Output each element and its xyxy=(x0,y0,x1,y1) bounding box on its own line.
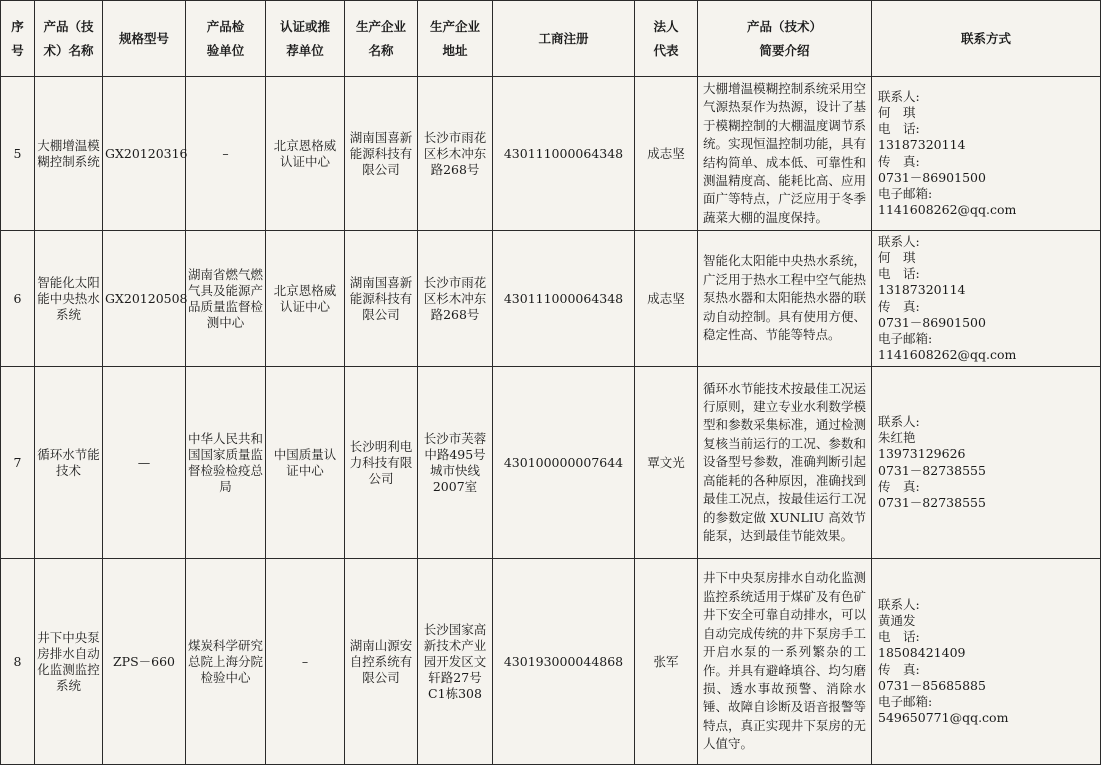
cell-cert: 北京恩格威认证中心 xyxy=(266,231,345,367)
contact-line: 0731－82738555 xyxy=(878,494,986,510)
cell-intro: 智能化太阳能中央热水系统，广泛用于热水工程中空气能热泵热水器和太阳能热水器的联动自动控制。具有使用方便、稳定性高、节能等特点。 xyxy=(698,231,872,367)
cell-model: GX20120316 xyxy=(103,77,186,231)
contact-line: 13973129626 xyxy=(878,446,966,462)
header-seq: 序 号 xyxy=(1,1,35,77)
cell-company: 湖南国喜新能源科技有限公司 xyxy=(345,231,418,367)
cell-company: 湖南国喜新能源科技有限公司 xyxy=(345,77,418,231)
cell-inspection: 中华人民共和国国家质量监督检验检疫总局 xyxy=(186,367,266,559)
contact-line: 1141608262@qq.com xyxy=(878,202,1017,218)
contact-line: 何 琪 xyxy=(878,249,916,265)
cell-legal: 成志坚 xyxy=(635,77,698,231)
contact-line: 传 真: xyxy=(878,153,920,169)
cell-seq: 8 xyxy=(1,559,35,765)
cell-product: 大棚增温模糊控制系统 xyxy=(35,77,103,231)
contact-line: 电子邮箱: xyxy=(878,330,933,346)
contact-line: 何 琪 xyxy=(878,104,916,120)
contact-line: 黄通发 xyxy=(878,612,916,628)
cell-cert: – xyxy=(266,559,345,765)
cell-legal: 成志坚 xyxy=(635,231,698,367)
table-row xyxy=(1,559,1101,765)
cell-model: ZPS－660 xyxy=(103,559,186,765)
cell-product: 井下中央泵房排水自动化监测监控系统 xyxy=(35,559,103,765)
cell-registration: 430111000064348 xyxy=(493,77,635,231)
contact-line: 电 话: xyxy=(878,266,920,282)
cell-contact xyxy=(872,231,1101,367)
contact-line: 联系人: xyxy=(878,233,920,249)
contact-line: 传 真: xyxy=(878,661,920,677)
contact-line: 1141608262@qq.com xyxy=(878,347,1017,363)
contact-line: 联系人: xyxy=(878,413,920,429)
cell-product: 智能化太阳能中央热水系统 xyxy=(35,231,103,367)
header-company: 生产企业 名称 xyxy=(345,1,418,77)
header-intro: 产品（技术） 简要介绍 xyxy=(698,1,872,77)
contact-line: 联系人: xyxy=(878,596,920,612)
cell-legal: 覃文光 xyxy=(635,367,698,559)
table-row xyxy=(1,367,1101,559)
header-registration: 工商注册 xyxy=(493,1,635,77)
header-product: 产品（技 术）名称 xyxy=(35,1,103,77)
contact-line: 0731－86901500 xyxy=(878,169,986,185)
cell-intro: 循环水节能技术按最佳工况运行原则，建立专业水利数学模型和参数采集标准，通过检测复核当前运行的工况、参数和设备型号参数，准确判断引起高能耗的各种原因，准确找到最佳工况点，按最佳运行工况的参数定做 XUNLIU 高效节能泵，达到最佳节能效果。 xyxy=(698,367,872,559)
contact-line: 联系人: xyxy=(878,88,920,104)
cell-contact xyxy=(872,77,1101,231)
cell-seq: 5 xyxy=(1,77,35,231)
header-cert: 认证或推 荐单位 xyxy=(266,1,345,77)
cell-contact xyxy=(872,559,1101,765)
cell-address: 长沙国家高新技术产业园开发区文轩路27号C1栋308 xyxy=(418,559,493,765)
contact-line: 电子邮箱: xyxy=(878,693,933,709)
cell-cert: 中国质量认证中心 xyxy=(266,367,345,559)
contact-line: 18508421409 xyxy=(878,645,966,661)
contact-line: 电 话: xyxy=(878,121,920,137)
contact-line: 朱红艳 xyxy=(878,430,916,446)
cell-company: 湖南山源安自控系统有限公司 xyxy=(345,559,418,765)
cell-seq: 6 xyxy=(1,231,35,367)
contact-line: 电 话: xyxy=(878,629,920,645)
cell-registration: 430111000064348 xyxy=(493,231,635,367)
contact-line: 传 真: xyxy=(878,298,920,314)
header-model: 规格型号 xyxy=(103,1,186,77)
cell-address: 长沙市雨花区杉木冲东路268号 xyxy=(418,77,493,231)
cell-inspection: – xyxy=(186,77,266,231)
header-contact: 联系方式 xyxy=(872,1,1101,77)
cell-company: 长沙明利电力科技有限公司 xyxy=(345,367,418,559)
header-legal: 法人 代表 xyxy=(635,1,698,77)
cell-intro: 大棚增温模糊控制系统采用空气源热泵作为热源，设计了基于模糊控制的大棚温度调节系统。实现恒温控制功能，具有结构简单、成本低、可靠性和测温精度高、能耗比高、应用面广等特点，广泛应用于冬季蔬菜大棚的温度保持。 xyxy=(698,77,872,231)
cell-legal: 张军 xyxy=(635,559,698,765)
contact-line: 0731－85685885 xyxy=(878,677,986,693)
contact-line: 549650771@qq.com xyxy=(878,710,1009,726)
header-address: 生产企业 地址 xyxy=(418,1,493,77)
cell-contact xyxy=(872,367,1101,559)
cell-registration: 430193000044868 xyxy=(493,559,635,765)
cell-inspection: 湖南省燃气燃气具及能源产品质量监督检测中心 xyxy=(186,231,266,367)
cell-cert: 北京恩格威认证中心 xyxy=(266,77,345,231)
contact-line: 13187320114 xyxy=(878,282,966,298)
cell-registration: 430100000007644 xyxy=(493,367,635,559)
table-row xyxy=(1,231,1101,367)
cell-inspection: 煤炭科学研究总院上海分院检验中心 xyxy=(186,559,266,765)
header-inspection: 产品检 验单位 xyxy=(186,1,266,77)
contact-line: 0731－82738555 xyxy=(878,462,986,478)
contact-line: 电子邮箱: xyxy=(878,185,933,201)
cell-address: 长沙市芙蓉中路495号城市快线2007室 xyxy=(418,367,493,559)
contact-line: 传 真: xyxy=(878,478,920,494)
header-row xyxy=(1,1,1101,77)
cell-intro: 井下中央泵房排水自动化监测监控系统适用于煤矿及有色矿井下安全可靠自动排水，可以自动完成传统的井下泵房手工开启水泵的一系列繁杂的工作。并具有避峰填谷、均匀磨损、透水事故预警、消除水锤、故障自诊断及语音报警等特点，真正实现井下泵房的无人值守。 xyxy=(698,559,872,765)
table-row xyxy=(1,77,1101,231)
cell-address: 长沙市雨花区杉木冲东路268号 xyxy=(418,231,493,367)
contact-line: 0731－86901500 xyxy=(878,314,986,330)
cell-product: 循环水节能技术 xyxy=(35,367,103,559)
cell-model: — xyxy=(103,367,186,559)
contact-line: 13187320114 xyxy=(878,137,966,153)
cell-seq: 7 xyxy=(1,367,35,559)
cell-model: GX20120508 xyxy=(103,231,186,367)
